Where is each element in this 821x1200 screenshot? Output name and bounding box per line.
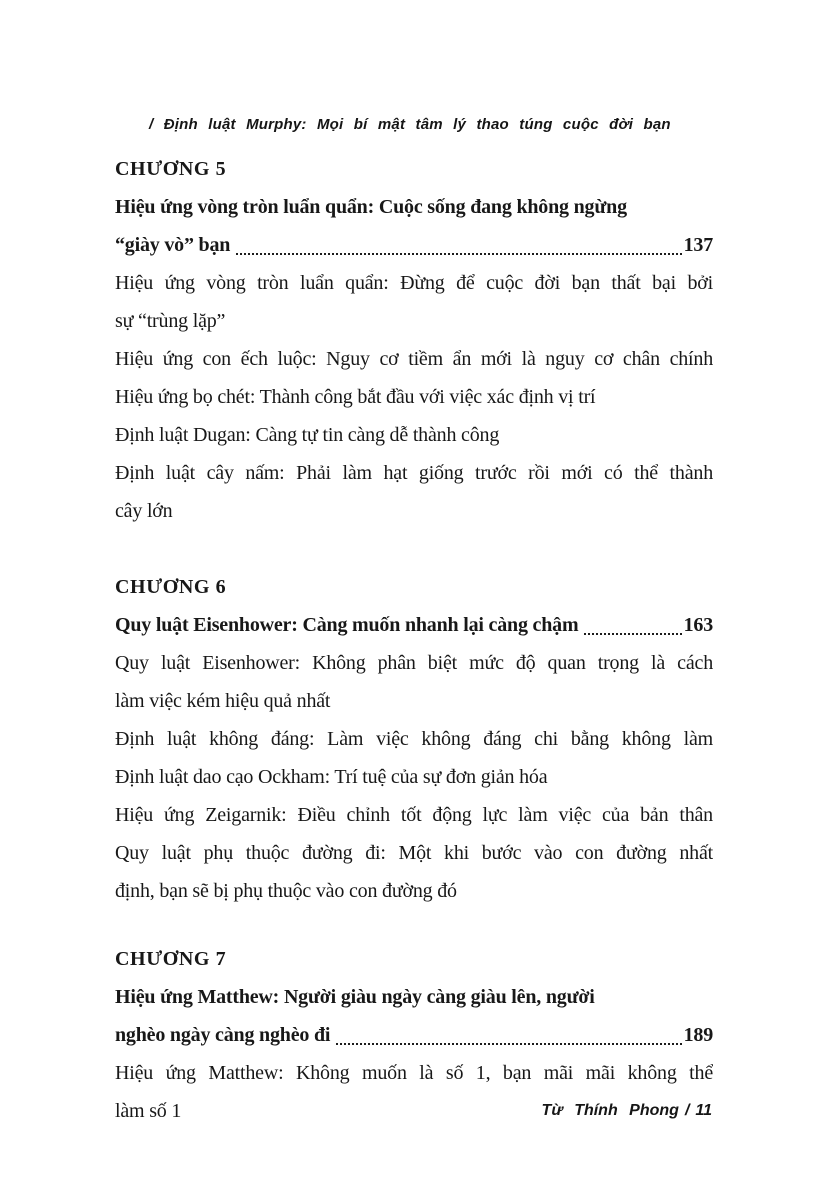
toc-entry-line: làm số 1	[115, 1100, 182, 1122]
chapter-title-leader-line	[115, 1016, 713, 1054]
toc-entry-line: Định luật không đáng: Làm việc không đáng chi bằng không làm	[115, 728, 713, 750]
chapter-label: CHƯƠNG 7	[115, 948, 227, 970]
chapter-title-leader-line	[115, 226, 713, 264]
toc-entry-line: làm việc kém hiệu quả nhất	[115, 690, 331, 712]
toc-entry-line: Hiệu ứng vòng tròn luẩn quẩn: Đừng để cuộc đời bạn thất bại bởi	[115, 272, 713, 294]
page-number: 163	[683, 614, 713, 636]
toc-entry-line: Định luật dao cạo Ockham: Trí tuệ của sự đơn giản hóa	[115, 766, 548, 788]
toc-entry-line: Định luật Dugan: Càng tự tin càng dễ thành công	[115, 424, 500, 446]
toc-entry-line: Hiệu ứng bọ chét: Thành công bắt đầu với việc xác định vị trí	[115, 386, 596, 408]
chapter-title-line: Hiệu ứng Matthew: Người giàu ngày càng giàu lên, người	[115, 986, 595, 1008]
chapter-title-tail: nghèo ngày càng nghèo đi	[115, 1024, 331, 1046]
chapter-label: CHƯƠNG 6	[115, 576, 227, 598]
chapter-5-section	[115, 150, 713, 530]
toc-content	[115, 112, 713, 1130]
toc-entry-line: Hiệu ứng Zeigarnik: Điều chỉnh tốt động lực làm việc của bản thân	[115, 804, 713, 826]
footer-separator: /	[684, 1102, 690, 1119]
footer-author: Từ Thính Phong	[541, 1102, 679, 1119]
toc-entry-line: Hiệu ứng con ếch luộc: Nguy cơ tiềm ẩn mới là nguy cơ chân chính	[115, 348, 713, 370]
chapter-title-leader-line	[115, 606, 713, 644]
toc-entry-line: Quy luật Eisenhower: Không phân biệt mức độ quan trọng là cách	[115, 652, 713, 674]
running-header: / Định luật Murphy: Mọi bí mật tâm lý thao túng cuộc đời bạn	[149, 116, 671, 133]
toc-entry-line: định, bạn sẽ bị phụ thuộc vào con đường đó	[115, 880, 457, 902]
chapter-6-section	[115, 568, 713, 910]
dotted-leader	[584, 606, 681, 635]
toc-entry-line: Hiệu ứng Matthew: Không muốn là số 1, bạn mãi mãi không thể	[115, 1062, 713, 1084]
chapter-label: CHƯƠNG 5	[115, 158, 227, 180]
dotted-leader	[236, 226, 681, 255]
page-footer	[542, 1102, 712, 1120]
footer-page-number: 11	[695, 1102, 712, 1119]
page-number: 189	[683, 1024, 713, 1046]
dotted-leader	[336, 1016, 681, 1045]
page-number: 137	[683, 234, 713, 256]
chapter-title-tail: Quy luật Eisenhower: Càng muốn nhanh lại càng chậm	[115, 614, 579, 636]
toc-entry-line: sự “trùng lặp”	[115, 310, 226, 332]
chapter-title-tail: “giày vò” bạn	[115, 234, 231, 256]
toc-entry-line: Định luật cây nấm: Phải làm hạt giống trước rồi mới có thể thành	[115, 462, 713, 484]
chapter-title-line: Hiệu ứng vòng tròn luẩn quẩn: Cuộc sống đang không ngừng	[115, 196, 627, 218]
toc-entry-line: cây lớn	[115, 500, 173, 522]
toc-entry-line: Quy luật phụ thuộc đường đi: Một khi bước vào con đường nhất	[115, 842, 713, 864]
